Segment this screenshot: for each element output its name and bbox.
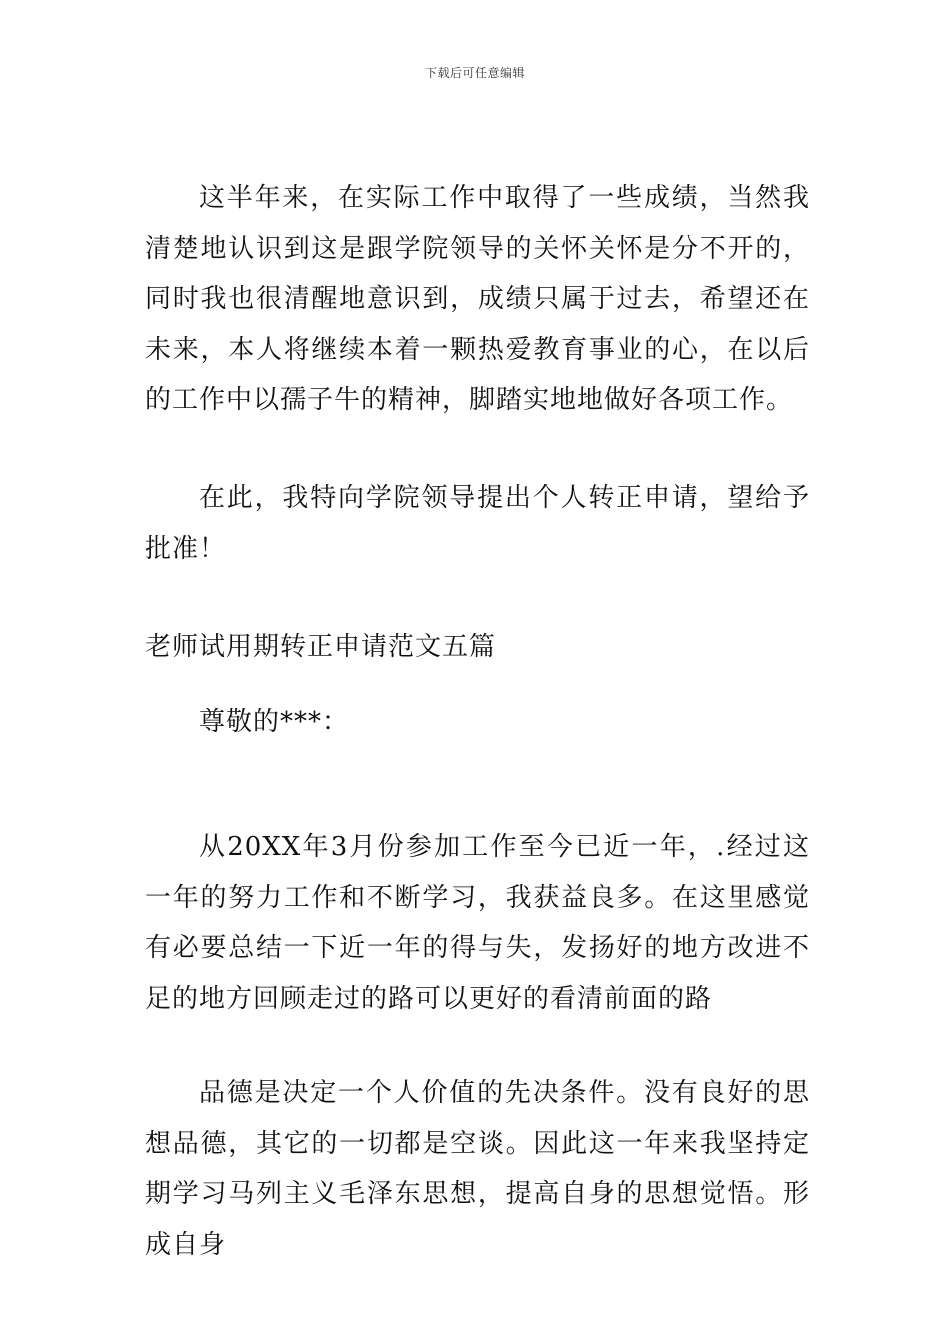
page-header: 下载后可任意编辑	[424, 66, 525, 80]
paragraph-achievements: 这半年来，在实际工作中取得了一些成绩，当然我清楚地认识到这是跟学院领导的关怀关怀是分不开的，同时我也很清醒地意识到，成绩只属于过去，希望还在未来，本人将继续本着一颗热爱教育事业的心，在以后的工作中以孺子牛的精神，脚踏实地地做好各项工作。	[145, 183, 810, 415]
paragraph-application-request: 在此，我特向学院领导提出个人转正申请，望给予批准！	[145, 483, 810, 564]
section-title: 老师试用期转正申请范文五篇	[145, 632, 497, 662]
paragraph-moral-character: 品德是决定一个人价值的先决条件。没有良好的思想品德，其它的一切都是空谈。因此这一年来我坚持定期学习马列主义毛泽东思想，提高自身的思想觉悟。形成自身	[145, 1078, 810, 1260]
paragraph-work-summary: 从20XX年3月份参加工作至今已近一年，.经过这一年的努力工作和不断学习，我获益良多。在这里感觉有必要总结一下近一年的得与失，发扬好的地方改进不足的地方回顾走过的路可以更好的看清前面的路	[145, 832, 810, 1014]
salutation: 尊敬的***：	[199, 707, 350, 737]
